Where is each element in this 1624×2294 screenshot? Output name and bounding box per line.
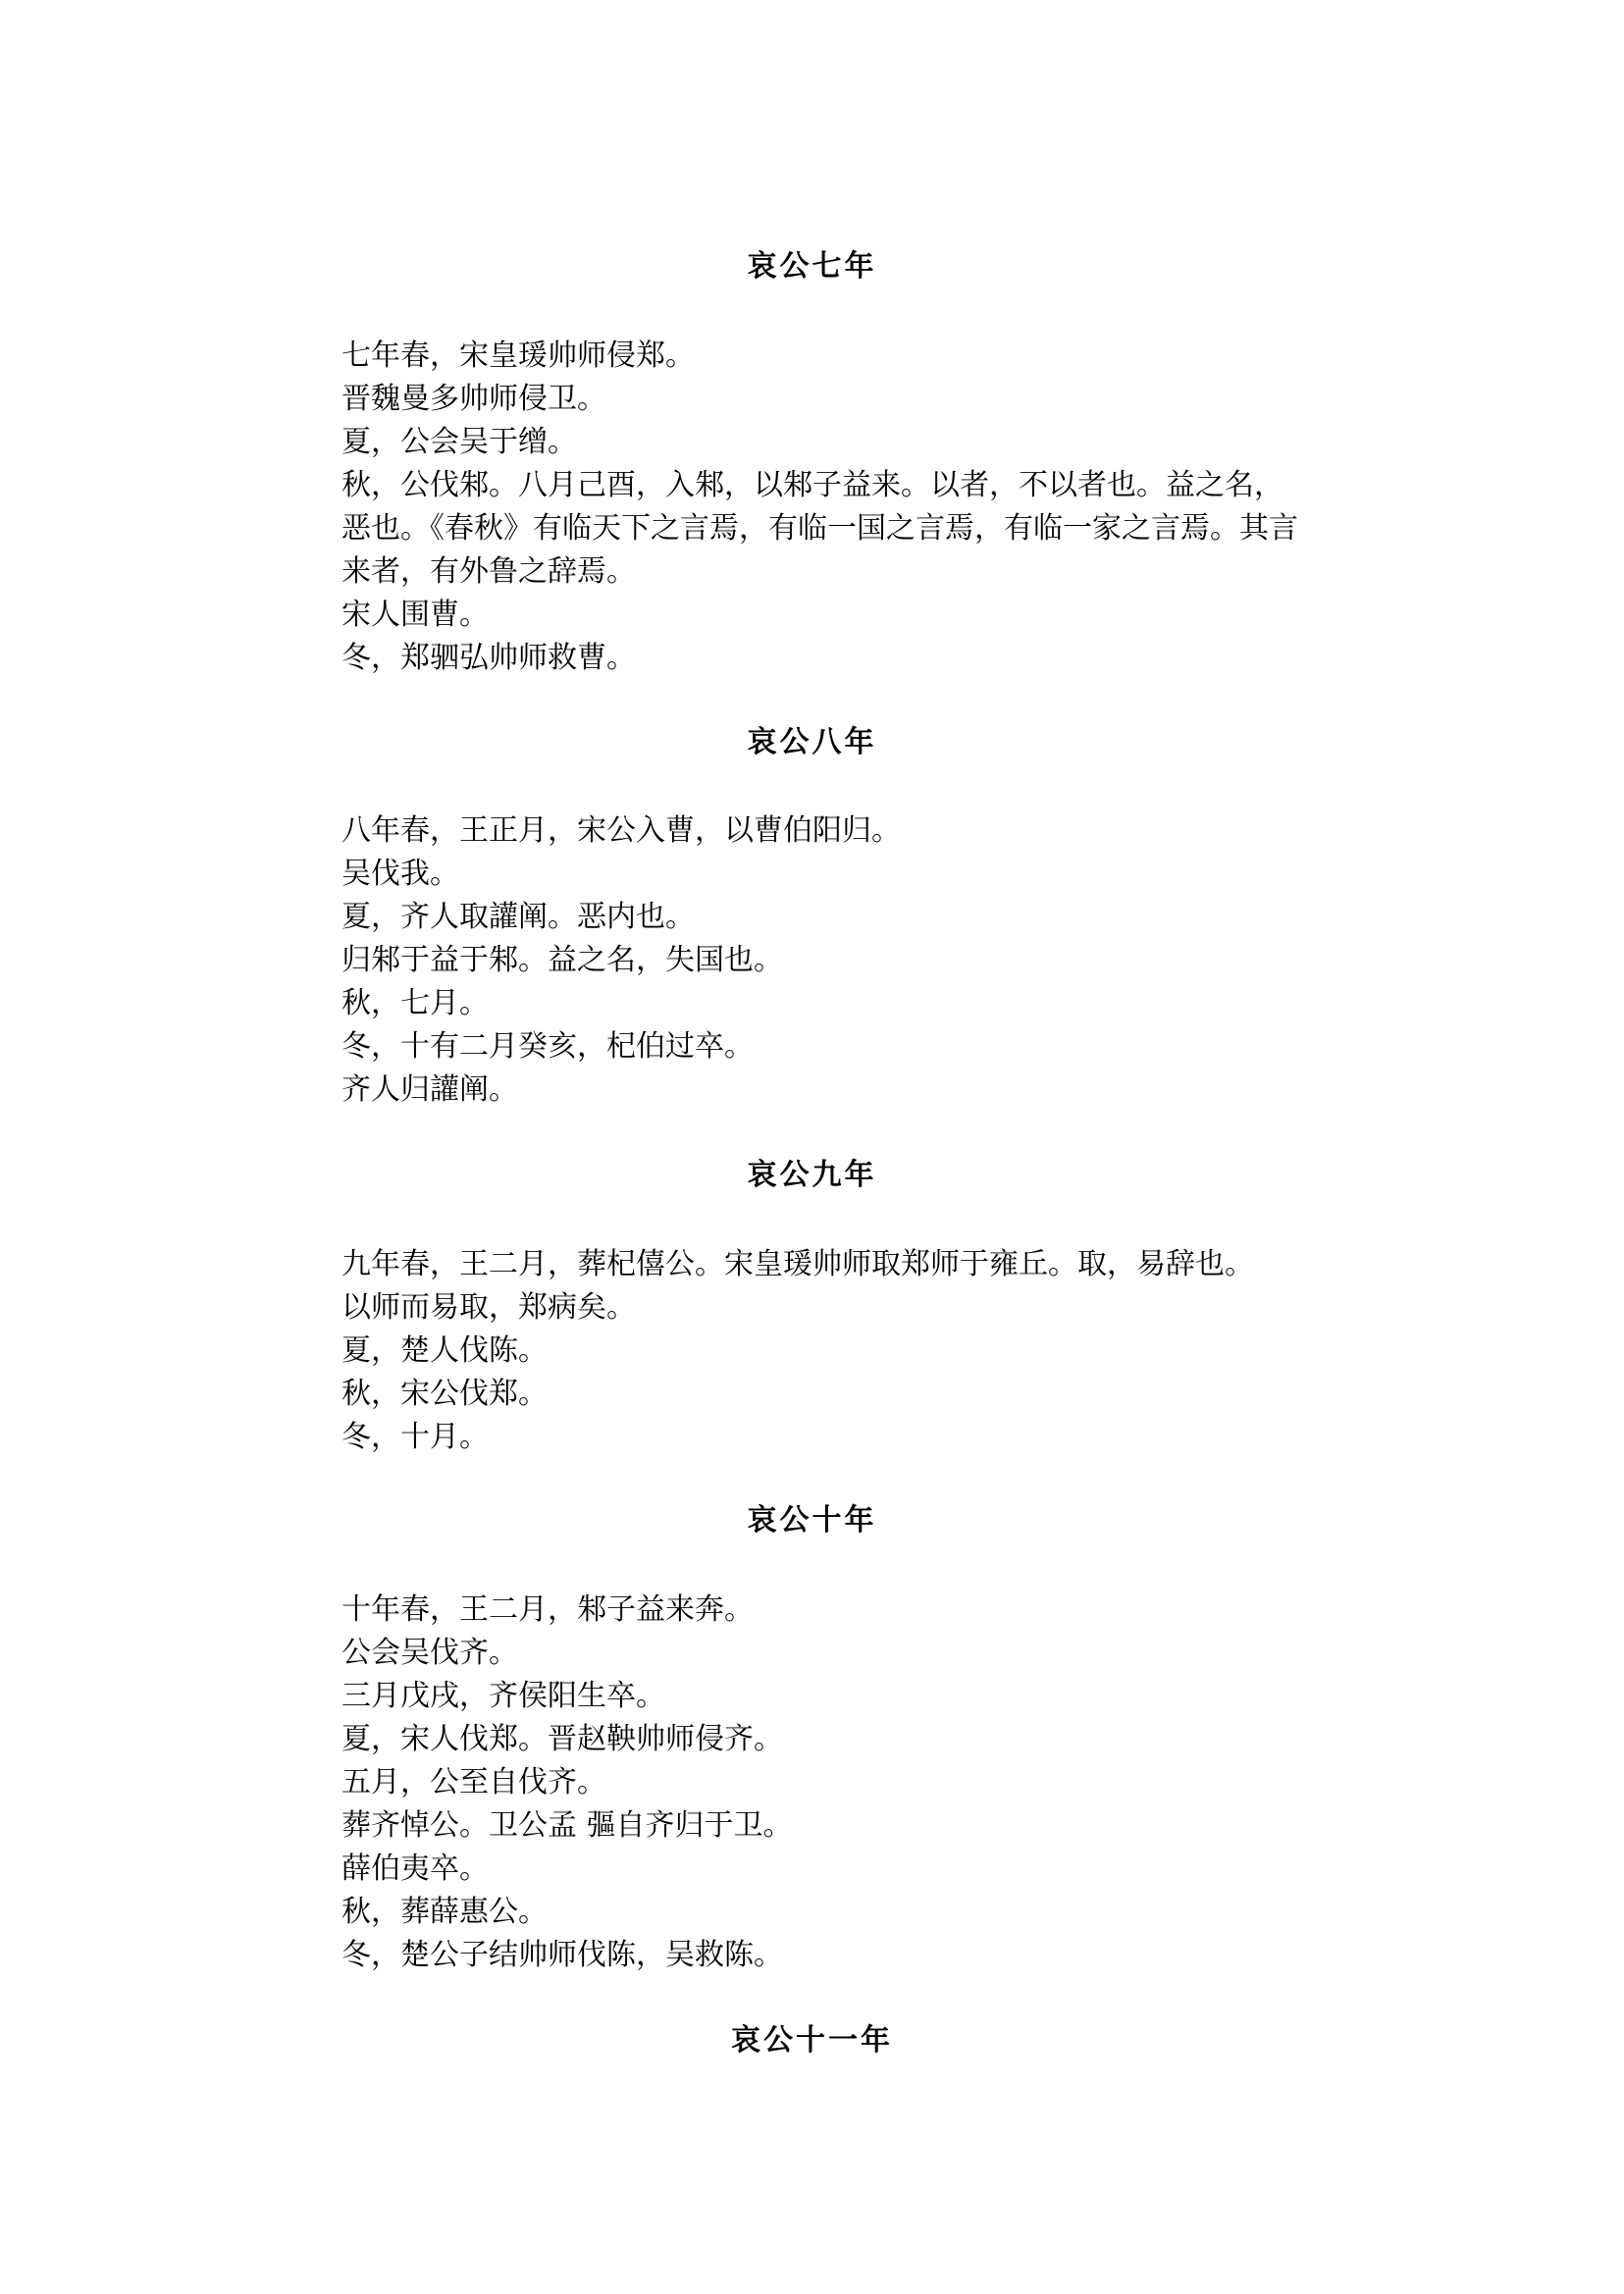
text-line: 秋，公伐邾。八月己酉，入邾，以邾子益来。以者，不以者也。益之名，: [341, 468, 1283, 502]
text-line: 宋人围曹。: [341, 598, 489, 632]
section-body: [275, 809, 1374, 1112]
paragraph: [275, 637, 1374, 680]
paragraph: [275, 809, 1374, 853]
paragraph: [275, 939, 1374, 982]
paragraph: [275, 1025, 1374, 1069]
section-heading: 哀公九年: [747, 1158, 877, 1192]
text-line: 齐人归讙阐。: [341, 1072, 518, 1107]
text-line: 秋，宋公伐郑。: [341, 1377, 548, 1411]
text-line: 冬，十有二月癸亥，杞伯过卒。: [341, 1029, 754, 1064]
text-line: 葬齐悼公。卫公孟 彄自齐归于卫。: [341, 1808, 793, 1843]
text-line: 冬，郑驷弘帅师救曹。: [341, 641, 636, 675]
paragraph: [275, 1718, 1374, 1761]
text-line: 冬，十月。: [341, 1420, 489, 1454]
paragraph: [275, 464, 1374, 594]
text-line: 秋，七月。: [341, 986, 489, 1020]
section-body: [275, 335, 1374, 680]
paragraph: [275, 853, 1374, 896]
text-line: 来者，有外鲁之辞焉。: [341, 554, 636, 589]
text-line: 夏，公会吴于缯。: [341, 425, 577, 459]
text-line: 五月，公至自伐齐。: [341, 1765, 606, 1799]
paragraph: [275, 1804, 1374, 1848]
paragraph: [275, 1934, 1374, 1977]
section-heading: 哀公十年: [747, 1503, 877, 1538]
paragraph: [275, 982, 1374, 1025]
section-heading: 哀公八年: [747, 725, 877, 759]
section-heading: 哀公十一年: [731, 2023, 893, 2058]
text-line: 夏，宋人伐郑。晋赵鞅帅师侵齐。: [341, 1722, 783, 1756]
text-line: 以师而易取，郑病矣。: [341, 1290, 636, 1325]
text-line: 夏，楚人伐陈。: [341, 1333, 548, 1368]
paragraph: [275, 1675, 1374, 1718]
paragraph: [275, 1243, 1374, 1329]
paragraph: [275, 1848, 1374, 1891]
text-line: 秋，葬薛惠公。: [341, 1895, 548, 1929]
text-line: 恶也。《春秋》有临天下之言焉，有临一国之言焉，有临一家之言焉。其言: [341, 511, 1298, 546]
text-line: 公会吴伐齐。: [341, 1636, 518, 1670]
paragraph: [275, 1373, 1374, 1416]
section-body: [275, 1589, 1374, 1977]
paragraph: [275, 594, 1374, 637]
paragraph: [275, 378, 1374, 421]
text-line: 九年春，王二月，葬杞僖公。宋皇瑗帅师取郑师于雍丘。取，易辞也。: [341, 1247, 1254, 1281]
text-line: 归邾于益于邾。益之名，失国也。: [341, 943, 783, 977]
section-heading: 哀公七年: [747, 249, 877, 284]
text-line: 夏，齐人取讙阐。恶内也。: [341, 900, 695, 934]
paragraph: [275, 1589, 1374, 1632]
text-line: 吴伐我。: [341, 857, 459, 891]
text-line: 十年春，王二月，邾子益来奔。: [341, 1592, 754, 1627]
text-line: 七年春，宋皇瑗帅师侵郑。: [341, 339, 695, 373]
text-line: 八年春，王正月，宋公入曹，以曹伯阳归。: [341, 813, 901, 848]
paragraph: [275, 1329, 1374, 1373]
text-line: 三月戊戌，齐侯阳生卒。: [341, 1679, 665, 1713]
paragraph: [275, 896, 1374, 939]
text-line: 冬，楚公子结帅师伐陈，吴救陈。: [341, 1938, 783, 1972]
paragraph: [275, 1069, 1374, 1112]
paragraph: [275, 1632, 1374, 1675]
section-body: [275, 1243, 1374, 1459]
paragraph: [275, 1891, 1374, 1934]
paragraph: [275, 1761, 1374, 1804]
paragraph: [275, 335, 1374, 378]
text-line: 薛伯夷卒。: [341, 1851, 489, 1886]
paragraph: [275, 1416, 1374, 1459]
paragraph: [275, 421, 1374, 464]
text-line: 晋魏曼多帅师侵卫。: [341, 382, 606, 416]
